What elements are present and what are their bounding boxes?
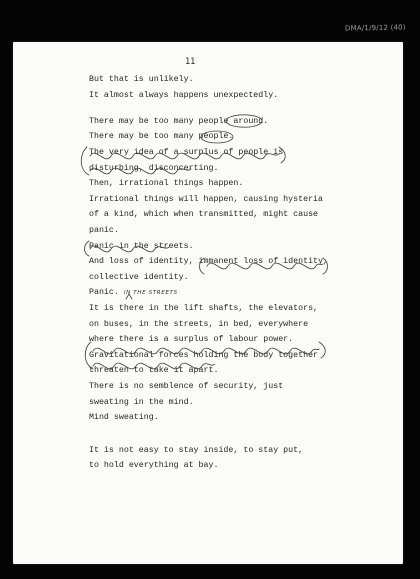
page-number: 11: [185, 57, 196, 67]
text-line: Irrational things will happen, causing hysteria: [89, 194, 324, 204]
text-line: disturbing, disconcerting.: [89, 163, 219, 173]
text-line: Mind sweating.: [89, 413, 159, 423]
text-line: It is not easy to stay inside, to stay put,: [89, 445, 304, 455]
text-line: to hold everything at bay.: [89, 461, 219, 471]
text-line: There may be too many people around.: [89, 116, 269, 126]
text-line: It almost always happens unexpectedly.: [89, 90, 279, 100]
text-line: The very idea of a surplus of people is: [89, 148, 284, 158]
text-line: But that is unlikely.: [89, 75, 194, 84]
text-line: Then, irrational things happen.: [89, 179, 244, 189]
text-line: Panic in the streets.: [89, 241, 194, 251]
archive-reference: DMA/1/9/12 (40): [344, 23, 406, 33]
text-line: where there is a surplus of labour power.: [89, 335, 294, 345]
text-line: And loss of identity, immanent loss of identity,: [89, 257, 328, 267]
text-line: There is no semblence of security, just: [89, 381, 284, 391]
text-line-with-insert: [89, 285, 389, 301]
open-bracket-mark: [81, 147, 89, 175]
typescript-body: [89, 72, 389, 474]
text-line: collective identity.: [89, 272, 189, 282]
text-line: There may be too many people.: [89, 132, 234, 142]
text-line: sweating in the mind.: [89, 397, 194, 407]
text-line: threaten to take it apart.: [89, 366, 219, 376]
text-line: of a kind, which when transmitted, might cause: [89, 210, 319, 220]
typescript-sheet: [13, 42, 403, 564]
text-line: panic.: [89, 226, 119, 236]
text-line: Gravitational forces holding the body together: [89, 350, 319, 360]
text-line: on buses, in the streets, in bed, everywhere: [89, 319, 309, 329]
handwritten-insert: IN THE STREETS: [123, 290, 178, 297]
text-line: It is there in the lift shafts, the elevators,: [89, 304, 319, 313]
text-line: Panic.: [89, 288, 119, 298]
